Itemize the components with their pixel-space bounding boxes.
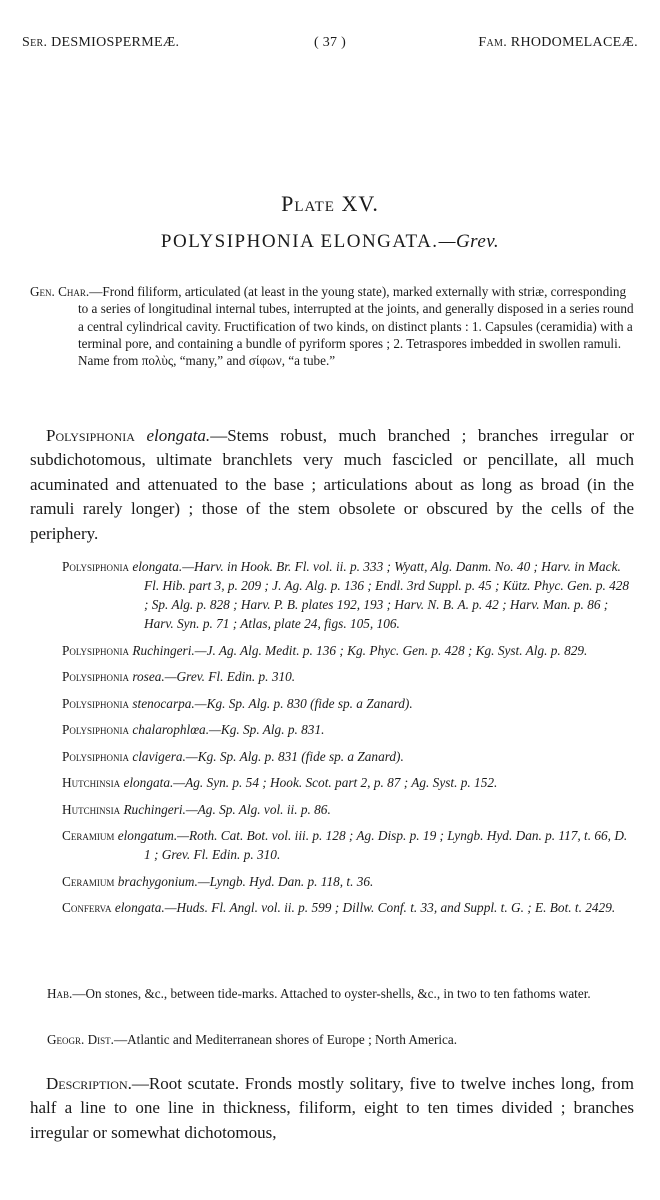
synonym-genus: Polysiphonia xyxy=(62,559,129,574)
diagnosis-species: elongata. xyxy=(146,426,211,445)
running-header xyxy=(22,35,638,55)
synonym-entry xyxy=(62,826,634,864)
synonym-reference: —Grev. Fl. Edin. p. 310. xyxy=(164,669,296,685)
species-name: POLYSIPHONIA ELONGATA. xyxy=(160,231,439,252)
generic-character-text: —Frond filiform, articulated (at least in the young state), marked externally with striæ, corresponding to a series of longitudinal internal tubes, interrupted at the joints, and generally disposed in a series round a central cylindrical cavity. Fructification of two kinds, on distinct plants : 1. Capsules (ceramidia) with a terminal pore, and containing a bundle of pyriform spores ; 2. Tetraspores imbedded in swollen ramuli. Name from πολὺς, “many,” and σίφων, “a tube.” xyxy=(78,284,634,369)
synonym-entry xyxy=(62,694,634,713)
habitat xyxy=(47,984,635,1003)
description-label: Description. xyxy=(46,1074,132,1093)
synonym-name: elongatum. xyxy=(117,828,178,844)
species-diagnosis xyxy=(30,424,634,546)
synonym-genus: Polysiphonia xyxy=(62,748,129,764)
geographic-distribution-label: Geogr. Dist. xyxy=(47,1032,114,1047)
synonym-entry xyxy=(62,641,634,660)
synonym-entry xyxy=(62,667,634,686)
synonym-name: elongata. xyxy=(114,900,165,916)
synonym-entry xyxy=(62,747,634,766)
synonym-reference: —Huds. Fl. Angl. vol. ii. p. 599 ; Dillw. Conf. t. 33, and Suppl. t. G. ; E. Bot. t. 2429. xyxy=(164,900,616,916)
synonym-genus: Hutchinsia xyxy=(62,801,121,817)
diagnosis-text: —Stems robust, much branched ; branches irregular or subdichotomous, ultimate branchlets very much fascicled or pencillate, all much acuminated and attenuated to the base ; articulations about as long as broad (in the ramuli rarely longer) ; those of the stem obsolete or obscured by the cells of the periphery. xyxy=(30,426,634,543)
plate-title: Plate XV. xyxy=(281,191,379,216)
geographic-distribution-text: —Atlantic and Mediterranean shores of Europe ; North America. xyxy=(113,1032,458,1047)
generic-character-label: Gen. Char. xyxy=(30,284,90,299)
synonym-entry xyxy=(62,800,634,819)
synonym-reference: —Kg. Sp. Alg. p. 831 (fide sp. a Zanard). xyxy=(185,748,404,764)
synonym-name: elongata. xyxy=(123,775,174,791)
synonym-name: stenocarpa. xyxy=(132,695,195,711)
synonym-name: rosea. xyxy=(132,669,165,685)
synonym-genus: Ceramium xyxy=(62,828,115,844)
synonym-name: Ruchingeri. xyxy=(123,801,186,817)
geographic-distribution-paragraph xyxy=(47,1030,635,1049)
synonym-entry xyxy=(62,557,634,633)
synonym-genus: Conferva xyxy=(62,900,112,916)
synonym-entry xyxy=(62,872,634,891)
species-title xyxy=(0,231,660,253)
synonym-reference: —Roth. Cat. Bot. vol. iii. p. 128 ; Ag. Disp. p. 19 ; Lyngb. Hyd. Dan. p. 117, t. 66, D. 1 ; Grev. Fl. Edin. p. 310. xyxy=(144,828,628,863)
synonym-reference: —Ag. Syn. p. 54 ; Hook. Scot. part 2, p. 87 ; Ag. Syst. p. 152. xyxy=(173,775,498,791)
synonym-reference: —Kg. Sp. Alg. p. 830 (fide sp. a Zanard). xyxy=(194,695,413,711)
generic-character xyxy=(30,283,634,369)
synonymy-list xyxy=(62,557,634,925)
synonym-entry xyxy=(62,720,634,739)
description-paragraph xyxy=(30,1072,634,1145)
header-family: Fam. RHODOMELACEÆ. xyxy=(478,35,638,50)
habitat-text: —On stones, &c., between tide-marks. Attached to oyster-shells, &c., in two to ten fathoms water. xyxy=(72,986,591,1001)
synonym-reference: —J. Ag. Alg. Medit. p. 136 ; Kg. Phyc. Gen. p. 428 ; Kg. Syst. Alg. p. 829. xyxy=(194,642,588,658)
synonym-reference: —Lyngb. Hyd. Dan. p. 118, t. 36. xyxy=(197,873,374,889)
synonym-reference: —Ag. Sp. Alg. vol. ii. p. 86. xyxy=(185,801,331,817)
synonym-genus: Polysiphonia xyxy=(62,695,129,711)
synonym-name: elongata. xyxy=(132,559,183,574)
diagnosis-genus: Polysiphonia xyxy=(46,426,135,445)
synonym-genus: Hutchinsia xyxy=(62,775,121,791)
species-diagnosis-paragraph xyxy=(30,424,634,546)
synonym-genus: Ceramium xyxy=(62,873,115,889)
page-number: ( 37 ) xyxy=(313,35,347,50)
header-series: Ser. DESMIOSPERMEÆ. xyxy=(22,35,180,50)
species-author: —Grev. xyxy=(438,231,500,252)
generic-character-paragraph xyxy=(30,283,634,369)
synonym-genus: Polysiphonia xyxy=(62,642,129,658)
description-text: —Root scutate. Fronds mostly solitary, five to twelve inches long, from half a line to one line in thickness, filiform, eight to ten times divided ; branches irregular or somewhat dichotomous, xyxy=(30,1074,634,1142)
synonym-entry xyxy=(62,898,634,917)
synonym-entry xyxy=(62,773,634,792)
synonym-name: chalarophlœa. xyxy=(132,722,210,738)
habitat-label: Hab. xyxy=(47,986,73,1001)
synonym-genus: Polysiphonia xyxy=(62,722,129,738)
synonym-name: Ruchingeri. xyxy=(132,642,195,658)
synonym-reference: —Harv. in Hook. Br. Fl. vol. ii. p. 333 ; Wyatt, Alg. Danm. No. 40 ; Harv. in Mack. Fl. Hib. part 3, p. 209 ; J. Ag. Alg. p. 136 ; Endl. 3rd Suppl. p. 45 ; Kütz. Phyc. Gen. p. 428 ; Sp. Alg. p. 828 ; Harv. P. B. plates 192, 193 ; Harv. N. B. A. p. 42 ; Harv. Man. p. 86 ; Harv. Syn. p. 71 ; Atlas, plate 24, figs. 105, 106. xyxy=(144,559,630,632)
geographic-distribution xyxy=(47,1030,635,1049)
description xyxy=(30,1072,634,1145)
synonym-name: brachygonium. xyxy=(117,873,198,889)
habitat-paragraph xyxy=(47,984,635,1003)
synonym-name: clavigera. xyxy=(132,748,186,764)
synonym-genus: Polysiphonia xyxy=(62,669,129,685)
synonym-reference: —Kg. Sp. Alg. p. 831. xyxy=(209,722,325,738)
